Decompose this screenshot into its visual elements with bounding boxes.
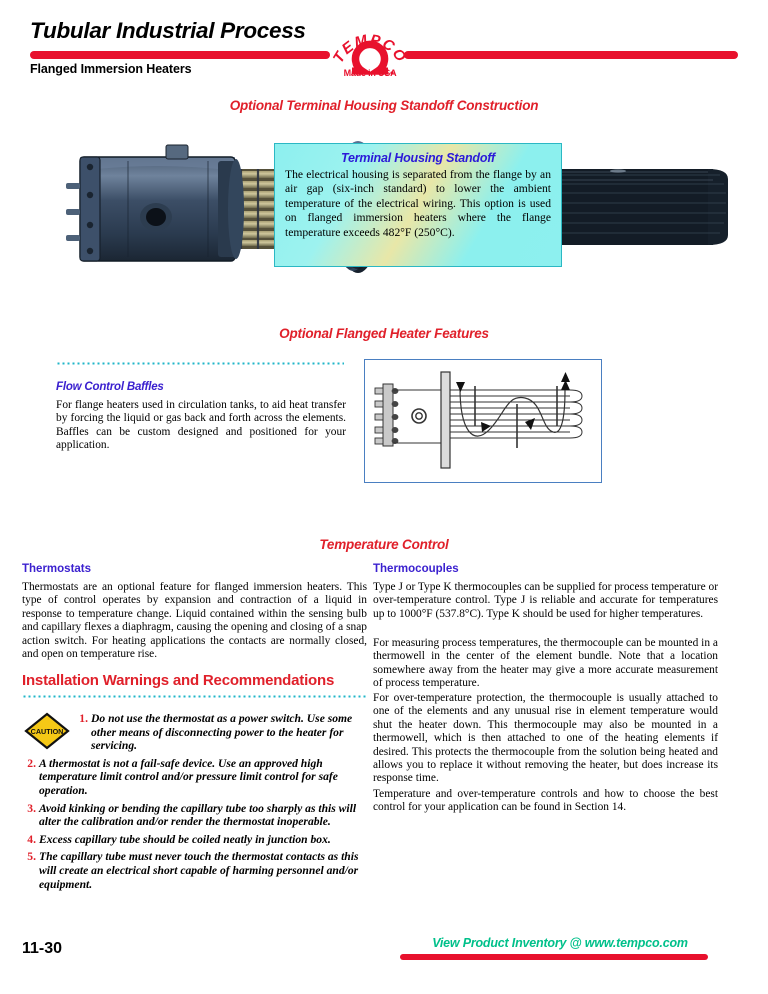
- product-inventory-link[interactable]: View Product Inventory @ www.tempco.com: [432, 936, 688, 950]
- divider-flow-control: [56, 362, 344, 365]
- warning-text: A thermostat is not a fail-safe device. Use an approved high temperature limit control and/or pressure limit control for safe operation.: [39, 756, 338, 797]
- warning-item-2: [22, 757, 367, 798]
- warning-item-4: [22, 833, 367, 847]
- warning-number: 2.: [27, 756, 36, 770]
- warning-text: The capillary tube must never touch the thermostat contacts as this will create an electrical short capable of harming personnel and/or equipment.: [39, 850, 359, 891]
- thermocouples-para-4: Temperature and over-temperature controls and how to choose the best control for your application can be found in Section 14.: [373, 788, 718, 814]
- thermostats-body: Thermostats are an optional feature for flanged immersion heaters. This type of control operates by expansion and contraction of a liquid in response to temperature change. Liquid contained within the sensing bulb and capillary flexes a diaphragm, causing the opening and closing of a snap action switch. For heating applications the contacts are normally closed, and open on temperature rise.: [22, 581, 367, 661]
- thermocouples-para-3: For over-temperature protection, the thermocouple is usually attached to one of the elements and any unusual rise in element temperature would shut the heater down. This thermocouple may also be mounted in a thermowell, which is then attached to one of the heating elements if desired. This protects the thermocouple from the solution being heated and allows you to replace it without removing the heater, but does increase its response time.: [373, 692, 718, 785]
- page-subtitle: Flanged Immersion Heaters: [30, 62, 192, 76]
- callout-body: The electrical housing is separated from the flange by an air gap (six-inch standard) to lower the ambient temperature of the electrical wiring. This option is used on flanged immersion heaters where the flange temperature exceeds 482°F (250°C).: [285, 168, 551, 239]
- footer-rule: [400, 954, 708, 960]
- page-title: Tubular Industrial Process: [30, 18, 306, 43]
- warning-number: 4.: [27, 832, 36, 846]
- svg-text:TEMPCO: TEMPCO: [330, 31, 410, 67]
- thermocouples-para-2: For measuring process temperatures, the thermocouple can be mounted in a thermowell in the center of the element bundle. Note that a location somewhere away from the heater may give a more accurate measurement of process temperature.: [373, 637, 718, 690]
- warning-text: Avoid kinking or bending the capillary tube too sharply as this will alter the calibration and/or render the thermostat inoperable.: [39, 801, 357, 829]
- warning-item-1: [22, 712, 367, 753]
- logo-tagline: Made in USA: [343, 68, 397, 78]
- header-rule-left: [30, 51, 330, 59]
- baffle-diagram: [364, 359, 602, 483]
- callout-title: Terminal Housing Standoff: [340, 151, 496, 165]
- warnings-list: [22, 712, 367, 895]
- warning-number: 1.: [79, 712, 88, 725]
- flow-control-baffles-body: For flange heaters used in circulation tanks, to aid heat transfer by forcing the liquid or gas back and forth across the elements. Baffles can be custom designed and positioned for your application.: [56, 399, 346, 452]
- subheading-flow-control-baffles: Flow Control Baffles: [56, 381, 164, 393]
- warning-number: 5.: [27, 850, 36, 864]
- section-title-standoff: Optional Terminal Housing Standoff Construction: [229, 98, 539, 113]
- warning-text: Excess capillary tube should be coiled neatly in junction box.: [39, 832, 331, 846]
- heading-thermostats: Thermostats: [22, 563, 92, 575]
- thermocouples-para-1: Type J or Type K thermocouples can be supplied for process temperature or over-temperature control. Type J is reliable and accurate for temperatures up to 1000°F (537.8°C). Type K should be used for higher temperatures.: [373, 581, 718, 620]
- heading-thermocouples: Thermocouples: [373, 563, 459, 575]
- baffle-diagram-drawing: [365, 360, 600, 481]
- tempco-logo: [330, 24, 410, 82]
- callout-terminal-housing-standoff: [274, 143, 562, 267]
- heading-installation-warnings: Installation Warnings and Recommendations: [22, 672, 335, 689]
- section-title-temperature-control: Temperature Control: [319, 537, 449, 552]
- warning-text: Do not use the thermostat as a power switch. Use some other means of disconnecting power to the heater for servicing.: [91, 712, 353, 753]
- page-number: 11-30: [22, 940, 63, 957]
- section-title-features: Optional Flanged Heater Features: [279, 326, 489, 341]
- warning-item-3: [22, 802, 367, 829]
- warning-number: 3.: [27, 801, 36, 815]
- header-rule-right: [404, 51, 738, 59]
- divider-warnings: [22, 695, 367, 698]
- caution-label: CAUTION: [30, 727, 64, 736]
- warning-item-5: [22, 850, 367, 891]
